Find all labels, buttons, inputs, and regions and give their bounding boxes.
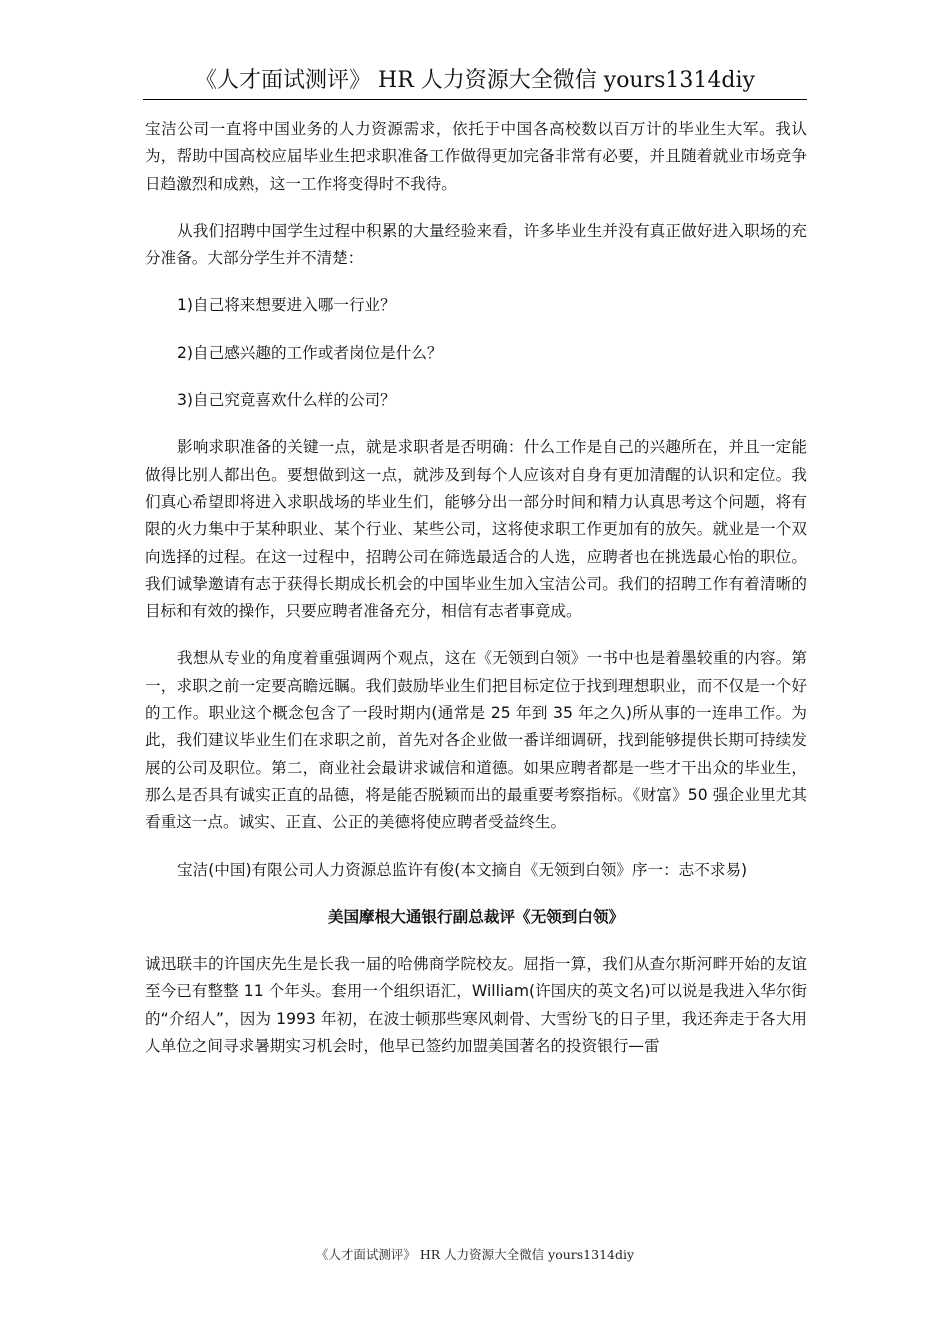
paragraph-experience: 从我们招聘中国学生过程中积累的大量经验来看，许多毕业生并没有真正做好进入职场的充分准备。大部分学生并不清楚：	[145, 221, 807, 268]
paragraph-morgan: 诚迅联丰的许国庆先生是长我一届的哈佛商学院校友。屈指一算，我们从查尔斯河畔开始的友谊至今已有整整 11 个年头。套用一个组织语汇，William(许国庆的英文名)可以说是我进入华尔街的“介绍人”，因为 1993 年初，在波士顿那些寒风刺骨、大雪纷飞的日子里，我还奔走于各大用人单位之间寻求暑期实习机会时，他早已签约加盟美国著名的投资银行—雷	[145, 955, 807, 1056]
question-item-1: 1)自己将来想要进入哪一行业？	[177, 296, 396, 315]
page-footer: 《人才面试测评》 HR 人力资源大全微信 yours1314diy	[315, 1247, 635, 1262]
question-item-2: 2)自己感兴趣的工作或者岗位是什么？	[177, 343, 443, 362]
question-item-3: 3)自己究竟喜欢什么样的公司？	[177, 391, 396, 410]
paragraph-two-views: 我想从专业的角度着重强调两个观点，这在《无领到白领》一书中也是着墨较重的内容。第一，求职之前一定要高瞻远瞩。我们鼓励毕业生们把目标定位于找到理想职业，而不仅是一个好的工作。职业这个概念包含了一段时期内(通常是 25 年到 35 年之久)所从事的一连串工作。为此，我们建议毕业生们在求职之前，首先对各企业做一番详细调研，找到能够提供长期可持续发展的公司及职位。第二，商业社会最讲求诚信和道德。如果应聘者都是一些才干出众的毕业生，那么是否具有诚实正直的品德，将是能否脱颖而出的最重要考察指标。《财富》50 强企业里尤其看重这一点。诚实、正直、公正的美德将使应聘者受益终生。	[145, 649, 807, 832]
page-header: 《人才面试测评》 HR 人力资源大全微信 yours1314diy	[195, 68, 755, 93]
header-rule	[143, 99, 807, 100]
paragraph-key-point: 影响求职准备的关键一点，就是求职者是否明确：什么工作是自己的兴趣所在，并且一定能做得比别人都出色。要想做到这一点，就涉及到每个人应该对自身有更加清醒的认识和定位。我们真心希望即将进入求职战场的毕业生们，能够分出一部分时间和精力认真思考这个问题，将有限的火力集中于某种职业、某个行业、某些公司，这将使求职工作更加有的放矢。就业是一个双向选择的过程。在这一过程中，招聘公司在筛选最适合的人选，应聘者也在挑选最心怡的职位。我们诚挚邀请有志于获得长期成长机会的中国毕业生加入宝洁公司。我们的招聘工作有着清晰的目标和有效的操作，只要应聘者准备充分，相信有志者事竟成。	[145, 438, 807, 621]
signature-line: 宝洁(中国)有限公司人力资源总监许有俊(本文摘自《无领到白领》序一：志不求易)	[177, 860, 748, 879]
section-title: 美国摩根大通银行副总裁评《无领到白领》	[327, 907, 625, 926]
paragraph-intro: 宝洁公司一直将中国业务的人力资源需求，依托于中国各高校数以百万计的毕业生大军。我认为，帮助中国高校应届毕业生把求职准备工作做得更加完备非常有必要，并且随着就业市场竞争日趋激烈和成熟，这一工作将变得时不我待。	[145, 120, 807, 193]
document-body	[145, 116, 807, 1080]
